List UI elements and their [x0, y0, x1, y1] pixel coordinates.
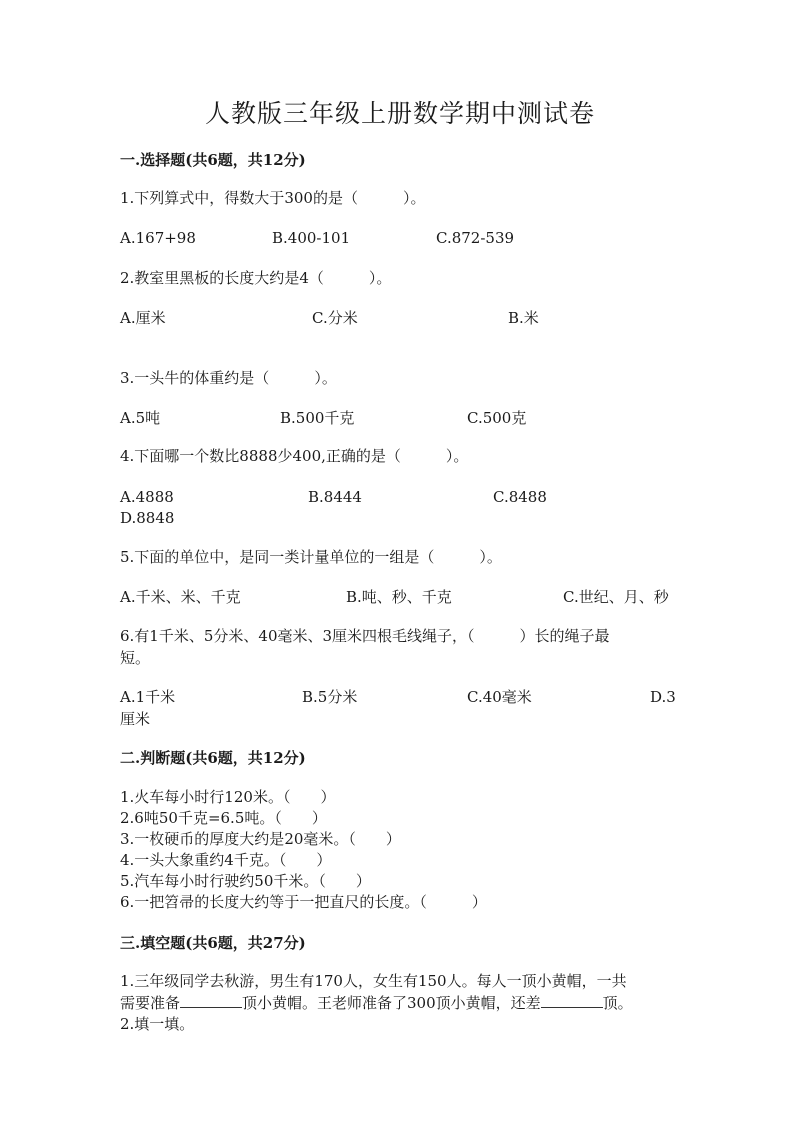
- question-text-line2: 短。: [120, 649, 151, 667]
- question-text: 3.一头牛的体重约是（ ）。: [120, 369, 337, 387]
- option-c: C.分米: [312, 309, 358, 327]
- option-b: B.500千克: [280, 409, 355, 427]
- option-a: A.5吨: [120, 409, 161, 427]
- fill-question-line2: [120, 993, 633, 1013]
- fill-text-a: 需要准备: [120, 994, 181, 1012]
- option-c: C.世纪、月、秒: [563, 588, 669, 606]
- judge-item: 6.一把笤帚的长度大约等于一把直尺的长度。（ ）: [120, 893, 487, 911]
- judge-item: 2.6吨50千克=6.5吨。（ ）: [120, 809, 327, 827]
- option-b: B.米: [508, 309, 539, 327]
- answer-blank[interactable]: [541, 993, 603, 1008]
- option-c: C.8488: [493, 488, 547, 506]
- judge-item: 5.汽车每小时行驶约50千米。（ ）: [120, 872, 371, 890]
- judge-item: 3.一枚硬币的厚度大约是20毫米。（ ）: [120, 830, 401, 848]
- section-heading-choice: 一.选择题(共6题，共12分): [120, 151, 306, 169]
- option-a: A.1千米: [120, 688, 176, 706]
- option-b: B.吨、秒、千克: [346, 588, 452, 606]
- fill-text-c: 顶。: [602, 994, 633, 1012]
- option-d: D.8848: [120, 509, 175, 527]
- page-title: 人教版三年级上册数学期中测试卷: [204, 99, 595, 128]
- question-text: 2.教室里黑板的长度大约是4（ ）。: [120, 269, 392, 287]
- fill-question-line1: 1.三年级同学去秋游，男生有170人，女生有150人。每人一顶小黄帽，一共: [120, 972, 627, 990]
- fill-text-b: 顶小黄帽。王老师准备了300顶小黄帽，还差: [242, 994, 541, 1012]
- option-d: D.3: [650, 688, 676, 706]
- section-heading-fill: 三.填空题(共6题，共27分): [120, 934, 306, 952]
- option-d-wrap: 厘米: [120, 710, 151, 728]
- option-a: A.167+98: [120, 229, 196, 247]
- question-text: 1.下列算式中，得数大于300的是（ ）。: [120, 189, 426, 207]
- answer-blank[interactable]: [180, 993, 242, 1008]
- option-b: B.5分米: [302, 688, 358, 706]
- option-c: C.500克: [467, 409, 527, 427]
- judge-item: 1.火车每小时行120米。（ ）: [120, 788, 336, 806]
- question-text-line1: 6.有1千米、5分米、40毫米、3厘米四根毛线绳子，（ ）长的绳子最: [120, 627, 610, 645]
- option-c: C.872-539: [436, 229, 515, 247]
- option-b: B.8444: [308, 488, 362, 506]
- option-a: A.4888: [120, 488, 174, 506]
- option-a: A.千米、米、千克: [120, 588, 241, 606]
- option-a: A.厘米: [120, 309, 166, 327]
- question-text: 4.下面哪一个数比8888少400,正确的是（ ）。: [120, 447, 469, 465]
- option-c: C.40毫米: [467, 688, 532, 706]
- judge-item: 4.一头大象重约4千克。（ ）: [120, 851, 332, 869]
- fill-question: 2.填一填。: [120, 1015, 195, 1033]
- question-text: 5.下面的单位中，是同一类计量单位的一组是（ ）。: [120, 548, 502, 566]
- section-heading-judge: 二.判断题(共6题，共12分): [120, 749, 306, 767]
- option-b: B.400-101: [272, 229, 351, 247]
